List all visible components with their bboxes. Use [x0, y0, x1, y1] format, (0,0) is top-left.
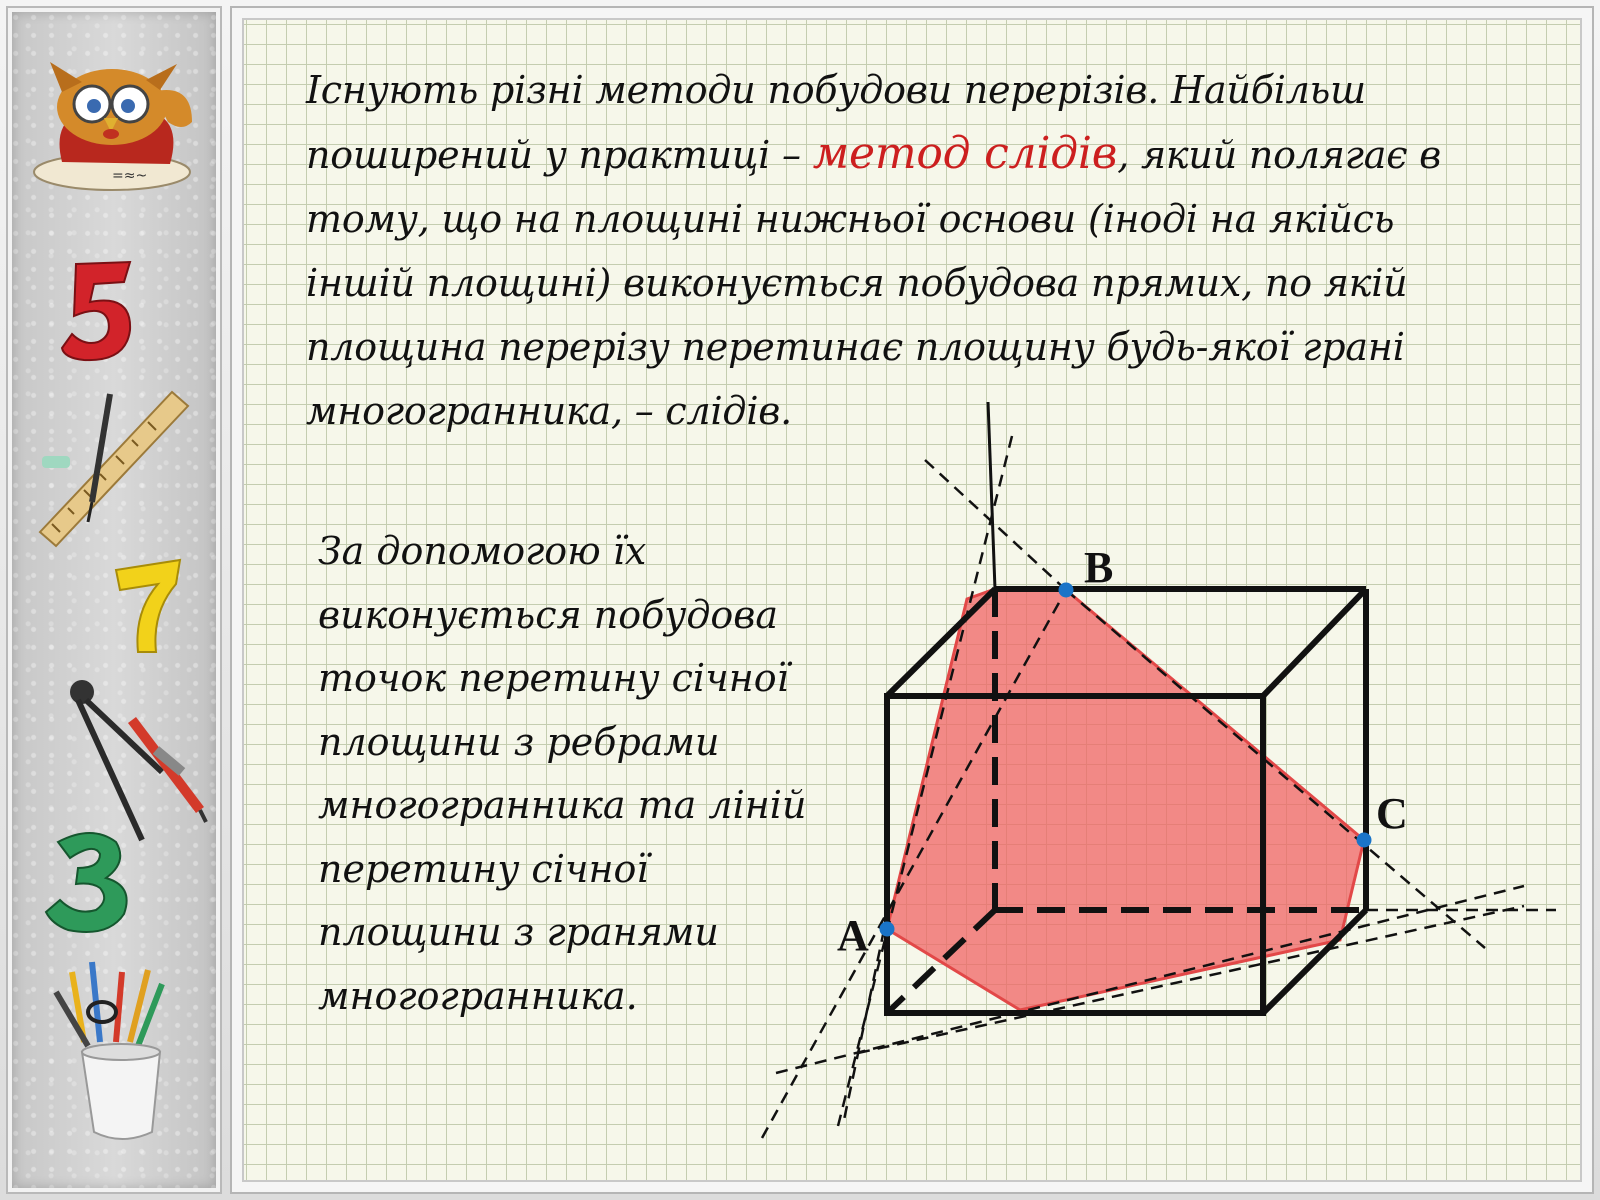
method-description: За допомогою їх виконується побудова точок перетину січної площини з ребрами многогранника та ліній перетину січної площини з гранями многогранника. [318, 529, 807, 1018]
vertical-construction-line [988, 402, 995, 589]
point-c [1357, 833, 1372, 848]
intro-text-start: Існують різні методи побудови перерізів. Найбільш поширений у практиці – [306, 68, 1366, 177]
point-a [880, 922, 895, 937]
label-a: A [837, 911, 869, 960]
label-b: B [1084, 543, 1114, 592]
svg-text:=≈~: =≈~ [112, 168, 148, 184]
intro-text-end: , який полягає в тому, що на площині нижньої основи (іноді на якійсь іншій площині) виконується побудова прямих, по якій площина перерізу перетинає площину будь-якої грані многогранника, – слідів. [306, 133, 1442, 433]
method-highlight: метод слідів [812, 128, 1118, 179]
label-c: C [1376, 789, 1408, 838]
point-b [1059, 583, 1074, 598]
